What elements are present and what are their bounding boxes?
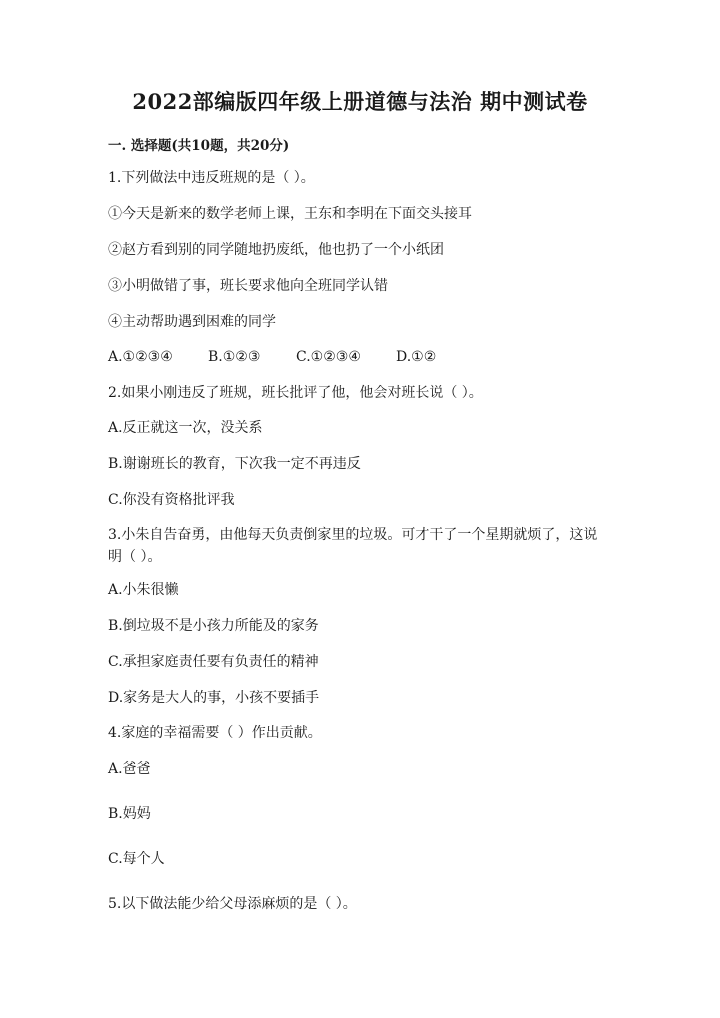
question-3-stem: 3.小朱自告奋勇，由他每天负责倒家里的垃圾。可才干了一个星期就烦了，这说明（ ）。 [108, 527, 598, 565]
question-1-option-d: D.①② [396, 349, 437, 365]
question-4-stem: 4.家庭的幸福需要（ ）作出贡献。 [108, 725, 322, 741]
question-4-option-b: B.妈妈 [108, 806, 151, 822]
question-3-option-d: D.家务是大人的事，小孩不要插手 [108, 690, 320, 706]
question-1-option-a: A.①②③④ [108, 349, 173, 365]
question-1-options [108, 347, 436, 367]
question-1-option-b: B.①②③ [208, 349, 261, 365]
question-2-stem: 2.如果小刚违反了班规，班长批评了他，他会对班长说（ ）。 [108, 385, 483, 401]
question-2-option-a: A.反正就这一次，没关系 [108, 420, 263, 436]
question-2-option-b: B.谢谢班长的教育，下次我一定不再违反 [108, 456, 361, 472]
exam-title: 2022部编版四年级上册道德与法治 期中测试卷 [132, 89, 588, 114]
question-4-option-a: A.爸爸 [108, 761, 151, 777]
question-1-item-2: ②赵方看到别的同学随地扔废纸，他也扔了一个小纸团 [108, 242, 444, 258]
section-heading: 一. 选择题(共10题，共20分) [108, 138, 290, 154]
question-3-option-c: C.承担家庭责任要有负责任的精神 [108, 654, 319, 670]
question-4-option-c: C.每个人 [108, 851, 165, 867]
question-2-option-c: C.你没有资格批评我 [108, 492, 235, 508]
question-1-item-1: ①今天是新来的数学老师上课，王东和李明在下面交头接耳 [108, 206, 472, 222]
question-1-option-c: C.①②③④ [296, 349, 361, 365]
question-1-item-4: ④主动帮助遇到困难的同学 [108, 314, 276, 330]
question-5-stem: 5.以下做法能少给父母添麻烦的是（ ）。 [108, 896, 357, 912]
question-1-item-3: ③小明做错了事，班长要求他向全班同学认错 [108, 278, 388, 294]
question-1-stem: 1.下列做法中违反班规的是（ ）。 [108, 170, 315, 186]
question-3-option-b: B.倒垃圾不是小孩力所能及的家务 [108, 618, 319, 634]
question-3-option-a: A.小朱很懒 [108, 582, 179, 598]
